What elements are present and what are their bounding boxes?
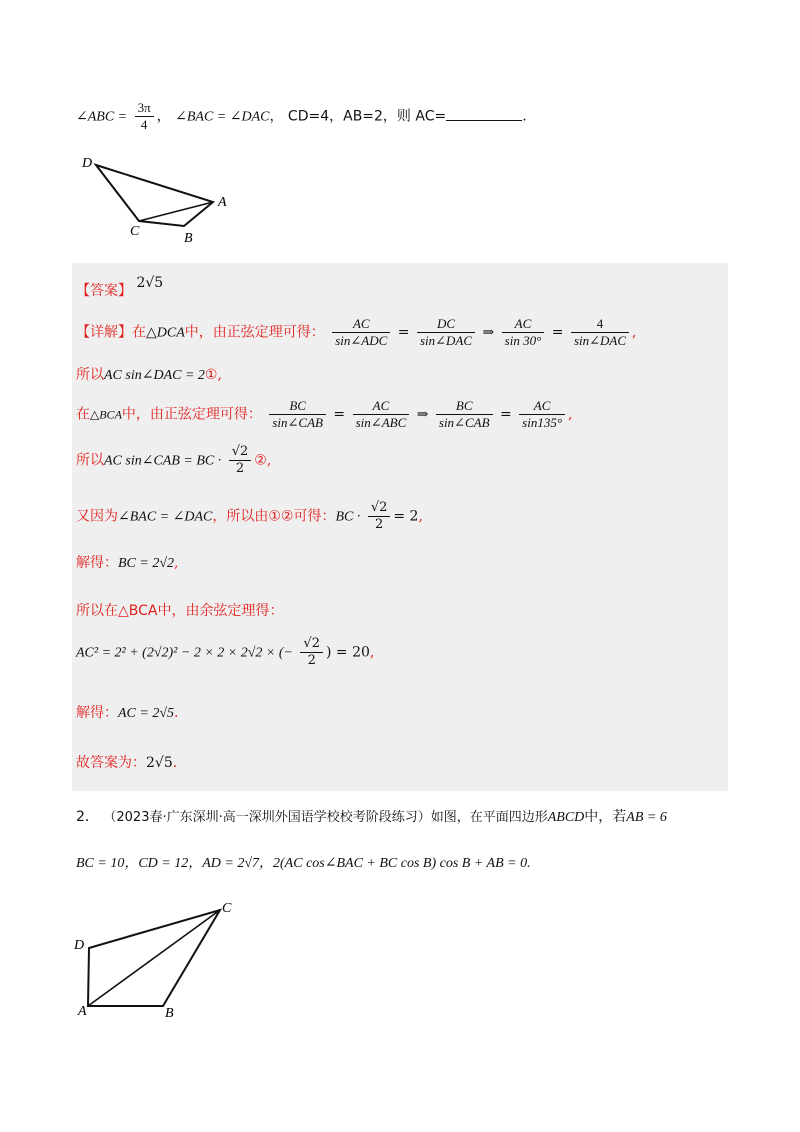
figure-triangle-dcab <box>76 150 276 250</box>
problem2-statement-line1: 2． （2023春·广东深圳·高一深圳外国语学校校考阶段练习）如图，在平面四边形ABCD中，若AB = 6 <box>76 809 667 825</box>
answer-value: 2√5 <box>136 275 164 291</box>
detail-tag: 【详解】 <box>76 324 132 341</box>
detail-line-8: AC² = 2² + (2√2)² − 2 × 2 × 2√2 × (− $\frac{√2}{2}$ ) = 20, <box>76 636 375 668</box>
answer-line <box>76 272 164 299</box>
problem2-number: 2． <box>76 809 99 825</box>
answer-tag: 【答案】 <box>76 283 132 299</box>
problem1-statement: ∠ABC = $\frac{3\pi}{4}$ ， ∠BAC = ∠DAC， CD=4，AB=2，则 AC= . <box>76 100 527 132</box>
label-c2: C <box>222 901 232 916</box>
given-values: CD=4，AB=2，则 AC= <box>287 108 447 125</box>
angle-abc: ∠ABC = <box>76 109 128 125</box>
diagonal-ac <box>88 910 220 1006</box>
three-pi-over-four: $\frac{3\pi}{4}$ <box>135 100 154 133</box>
detail-line-9: 解得：AC = 2√5. <box>76 705 179 721</box>
problem2-source: （2023春·广东深圳·高一深圳外国语学校校考阶段练习）如图，在平面四边形 <box>103 810 548 825</box>
detail-line-7: 所以在△BCA中，由余弦定理得： <box>76 603 284 619</box>
answer-blank <box>446 108 522 121</box>
detail-line-4: 所以AC sin∠CAB = BC · $\frac{√2}{2}$ ②, <box>76 444 272 476</box>
label-b2: B <box>165 1006 174 1021</box>
label-d2: D <box>74 938 85 953</box>
label-c: C <box>130 224 140 239</box>
figure-quadrilateral-abcd <box>70 895 260 1025</box>
label-b: B <box>184 231 193 246</box>
label-a2: A <box>78 1004 87 1019</box>
label-d: D <box>82 156 93 171</box>
label-a: A <box>218 195 227 210</box>
detail-line-10: 故答案为：2√5. <box>76 755 178 771</box>
detail-line-6: 解得：BC = 2√2, <box>76 555 179 571</box>
detail-line-3: 在△BCA中，由正弦定理可得： $\frac{BC}{\text{sin∠CAB}}$ = $\frac{AC}{\text{sin∠ABC}}$ ⇒ $\frac{BC}{\text{sin∠CAB}}$ = $\frac{AC}{\sin 135^\circ}$ , <box>76 398 573 430</box>
detail-line-1: 【详解】在△DCA中，由正弦定理可得： $\frac{AC}{\text{sin∠ADC}}$ = $\frac{DC}{\text{sin∠DAC}}$ ⇒ $\frac{AC}{\sin 30^\circ}$ = $\frac{4}{\text{sin∠DAC}}$ , <box>76 316 637 348</box>
detail-line-2: 所以AC sin∠DAC = 2①, <box>76 367 222 383</box>
detail-line-5: 又因为∠BAC = ∠DAC，所以由①②可得：BC · $\frac{√2}{2}$ = 2, <box>76 500 423 532</box>
angle-equality: ∠BAC = ∠DAC <box>175 109 270 125</box>
problem2-statement-line2: BC = 10，CD = 12，AD = 2√7，2(AC cos∠BAC + BC cos B) cos B + AB = 0. <box>76 856 531 871</box>
